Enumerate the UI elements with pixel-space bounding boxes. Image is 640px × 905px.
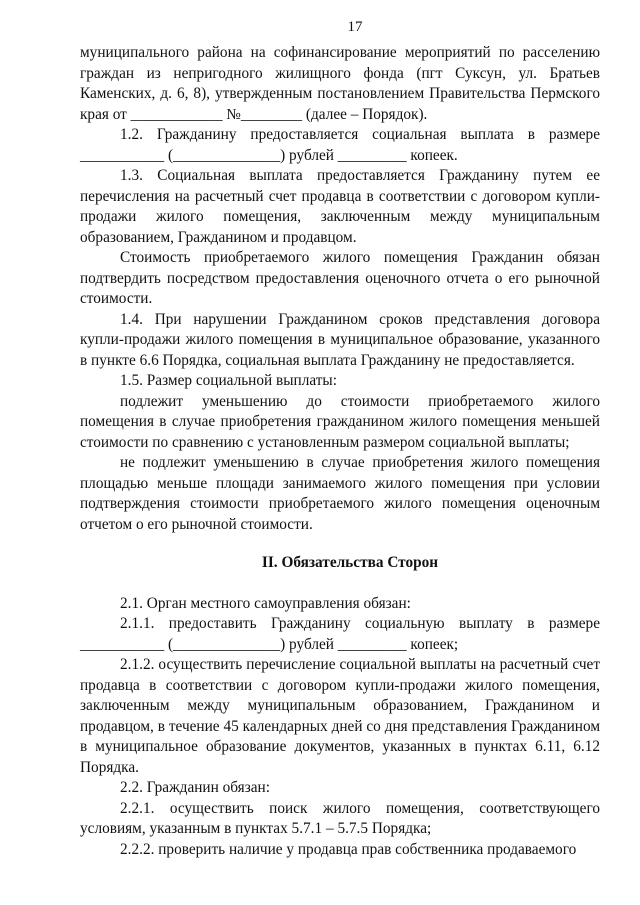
- paragraph-2-1: 2.1. Орган местного самоуправления обязан:: [120, 594, 411, 612]
- paragraph-1-5-reduce: подлежит уменьшению до стоимости приобретаемого жилого помещения в случае приобретения гражданином жилого помещения меньшей стоимости по сравнению с установленным размером социальной выплаты;: [80, 392, 600, 451]
- section-heading: II. Обязательства Сторон: [261, 554, 439, 571]
- paragraph-2-2-2: 2.2.2. проверить наличие у продавца прав собственника продаваемого: [120, 840, 577, 858]
- paragraph-intro-continuation: муниципального района на софинансирование мероприятий по расселению граждан из непригодного жилищного фонда (пгт Суксун, ул. Братьев Каменских, д. 6, 8), утвержденным постановлением Правительства Пермского края от ____________ №________ (далее – Порядок).: [80, 44, 600, 123]
- paragraph-1-3: 1.3. Социальная выплата предоставляется Гражданину путем ее перечисления на расчетный счет продавца в соответствии с договором купли-продажи жилого помещения, заключенным между муниципальным образованием, Гражданином и продавцом.: [80, 167, 600, 246]
- paragraph-1-2: 1.2. Гражданину предоставляется социальная выплата в размере ___________ (______________) рублей _________ копеек.: [80, 126, 600, 164]
- page-number: 17: [347, 19, 363, 35]
- paragraph-cost-confirmation: Стоимость приобретаемого жилого помещения Гражданин обязан подтвердить посредством предоставления оценочного отчета о его рыночной стоимости.: [80, 249, 600, 307]
- paragraph-2-1-2: 2.1.2. осуществить перечисление социальной выплаты на расчетный счет продавца в соответствии с договором купли-продажи жилого помещения, заключенным между муниципальным образованием, Гражданином и продавцом, в течение 45 календарных дней со дня представления Гражданином в муниципальное образование документов, указанных в пунктах 6.11, 6.12 Порядка.: [80, 656, 600, 776]
- paragraph-2-2-1: 2.2.1. осуществить поиск жилого помещения, соответствующего условиям, указанным в пунктах 5.7.1 – 5.7.5 Порядка;: [80, 799, 600, 837]
- paragraph-1-5: 1.5. Размер социальной выплаты:: [120, 372, 337, 389]
- paragraph-1-4: 1.4. При нарушении Гражданином сроков представления договора купли-продажи жилого помещения в муниципальное образование, указанного в пункте 6.6 Порядка, социальная выплата Гражданину не предоставляется.: [80, 310, 600, 369]
- paragraph-2-1-1: 2.1.1. предоставить Гражданину социальную выплату в размере ___________ (______________) рублей _________ копеек;: [80, 615, 600, 653]
- paragraph-2-2: 2.2. Гражданин обязан:: [120, 779, 270, 796]
- paragraph-1-5-no-reduce: не подлежит уменьшению в случае приобретения жилого помещения площадью меньше площади занимаемого жилого помещения при условии подтверждения стоимости приобретаемого жилого помещения оценочным отчетом о его рыночной стоимости.: [80, 454, 600, 533]
